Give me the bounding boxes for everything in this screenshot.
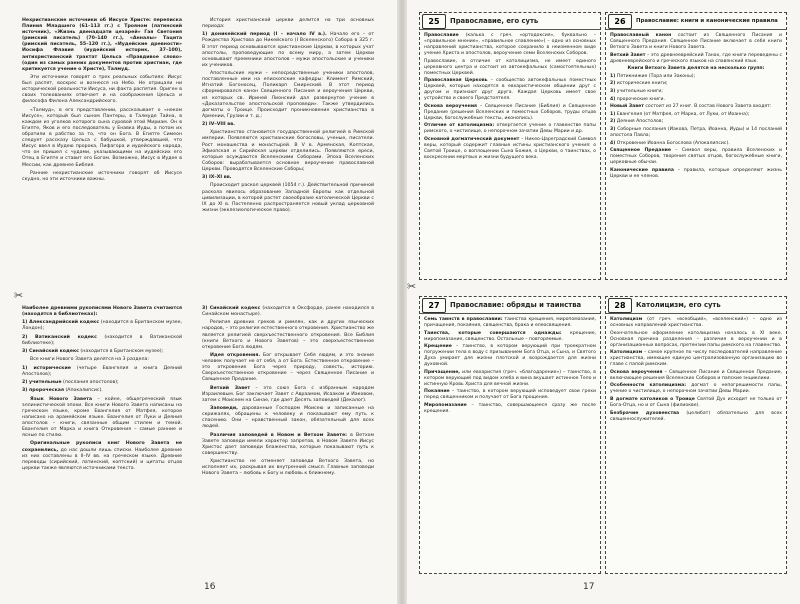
- card-number: 26: [608, 14, 632, 29]
- paragraph: Священное Предание – Символ веры, правила Вселенских и поместных Соборов, творения святых отцов, богослужебные книги, церковные обычаи.: [610, 148, 782, 166]
- paragraph: 3) учительные книги;: [610, 88, 663, 94]
- paragraph: Католицизм – самое крупное по числу последователей направление христианства, имеющее единую централизованную организацию во главе с папой римским.: [610, 350, 782, 368]
- paragraph: Наиболее древними рукописями Нового Завета считаются (находятся в библиотеках):: [22, 306, 182, 318]
- paragraph: Ветхий Завет – это союз Бога с избранным народом Израилевым. Бог заключает Завет с Авраамом, Исааком и Иаковом, затем с Моисеем на Синае, где дает Десять заповедей (Декалог).: [202, 385, 374, 403]
- paragraph: Таинства, которые совершаются однажды: крещение, миропомазание, священство. Остальные – повторяемые.: [424, 330, 596, 342]
- left-col1-top: [22, 18, 182, 263]
- paragraph: Католицизм (от греч. «всеобщий», «вселенский») – одно из основных направлений христианства.: [610, 317, 782, 328]
- paragraph: 3) IX–XI вв.: [202, 175, 232, 181]
- paragraph: Особенности католицизма: догмат о непогрешимости папы, учение о чистилище, о непорочном зачатии Девы Марии.: [610, 383, 782, 395]
- paragraph: 2) исторические книги;: [610, 81, 668, 87]
- paragraph: 1) Александрийский кодекс (находится в Британском музее, Лондон);: [22, 320, 183, 332]
- paragraph: Покаяние – таинство, в котором верующий исповедует свои грехи перед священником и получает от Бога прощение.: [424, 389, 596, 401]
- paragraph: 2) Ватиканский кодекс (находится в Ватиканской библиотеке);: [22, 334, 182, 346]
- flashcard: [419, 12, 601, 280]
- paragraph: 3) пророческая (Апокалипсис).: [22, 388, 103, 394]
- paragraph: История христианской церкви делится на три основных периода:: [202, 18, 374, 30]
- paragraph: Различия заповедей в Новом и Ветхом Завете: в Ветхом Завете заповеди имели характер запретов, в Новом Завете Иисус Христос дает заповеди блаженства, которые показывают путь к совершенству.: [202, 432, 374, 456]
- paragraph: 3) Синайский кодекс (находится в Оксфорде, ранее находился в Синайском монастыре).: [202, 306, 375, 318]
- paragraph: 2) Деяния Апостолов;: [610, 119, 664, 125]
- paragraph: В догмате католиков о Троице Святой Дух исходит не только от Бога-Отца, но и от Сына (филиокве).: [610, 396, 782, 408]
- flashcard-grid: [407, 12, 785, 572]
- flashcard: [605, 296, 787, 574]
- paragraph: 1) Пятикнижие (Тора или Законы);: [610, 73, 696, 79]
- card-header: [606, 297, 786, 314]
- paragraph: Православие, в отличие от католицизма, не имеет единого церковного центра и состоит из автокефальных (самостоятельных) поместных Церквей.: [424, 58, 596, 76]
- left-col2-bottom: [202, 306, 374, 576]
- left-col1-bottom: [22, 306, 182, 576]
- card-title: Православие, его суть: [450, 17, 539, 25]
- paragraph: Причащение, или евхаристия (греч. «благодарение») – таинство, в котором верующий под видом хлеба и вина вкушает истинное Тело и истинную Кровь Христа для вечной жизни.: [424, 369, 596, 387]
- scissors-icon: ✂: [14, 289, 24, 302]
- card-body: [606, 314, 786, 427]
- card-body: [420, 30, 600, 166]
- paragraph: Книги Ветхого Завета делятся на несколько групп:: [627, 66, 765, 72]
- paragraph: Религия древних греков и римлян, как и других языческих народов, – это религия естественного откровения. Христианство же является религией сверхъестественного откровения. Все Библия (книги Ветхого и Нового Заветов) – это сверхъестественное откровение Бога людям.: [202, 320, 374, 350]
- page-number: 16: [204, 582, 216, 592]
- paragraph: Оригинальные рукописи книг Нового Завета не сохранились, до нас дошли лишь списки. Наиболее древние из них составлены в II–IV вв. на греческом языке. Древние переводы (сирийский, латинский, коптский) и цитаты отцов церкви также являются источниками текста.: [22, 441, 182, 471]
- paragraph: Окончательное оформление католицизма началось в XI веке. Основная причина разделения – различия в вероучении и в организационных вопросах, претензии папы римского на главенство.: [610, 330, 782, 348]
- paragraph: Происходит раскол церквей (1054 г.). Действительной причиной раскола явилось образование Западной Европы как отдельной цивилизации, в которой растет своеобразие католической Церкви с IX до XI в. Постепенно распространяется новый уклад церковной жизни (экклезиологическое право).: [202, 183, 374, 213]
- paragraph: Основа вероучения – Священное Писание и Священное Предание, включающее решения Вселенских Соборов и папские энциклики.: [610, 369, 782, 381]
- paragraph: Новый Завет состоит из 27 книг. В состав Нового Завета входят:: [610, 104, 772, 110]
- flashcard: [605, 12, 787, 280]
- paragraph: 2) IV–VIII вв.: [202, 122, 235, 128]
- paragraph: 1) Евангелия (от Матфея, от Марка, от Луки, от Иоанна);: [610, 111, 750, 117]
- left-page: [10, 6, 390, 598]
- paragraph: 3) Синайский кодекс (находится в Британском музее);: [22, 349, 164, 355]
- card-number: 28: [608, 298, 632, 313]
- paragraph: Эти источники говорят о трех реальных событиях: Иисус был распят, воскрес и вознесся на Небо. Не отрицали ни исторической реальности Иисуса, ни факта распятия. Ориген в своих толкованиях отвечает и на соображения Цельса и философа Филона Александрийского.: [22, 75, 182, 105]
- paragraph: Православие (калька с греч. «ортодоксия», буквально – «правильное мнение», «правильное славление») – одно из основных направлений христианства, которое сохранило в неизменном виде учение Христа и апостолов, вероучение семи Вселенских Соборов.: [424, 33, 596, 56]
- page-number: 17: [583, 582, 595, 592]
- paragraph: Православный канон состоит из Священного Писания и Священного Предания. Священное Писание включает в себя книги Ветхого Завета и книги Нового Завета.: [610, 33, 782, 50]
- paragraph: Крещение – таинство, в котором верующий при троекратном погружении тела в воду с призыванием Бога Отца, и Сына, и Святого Духа умирает для жизни плотской и возрождается для жизни духовной.: [424, 344, 596, 368]
- card-header: [420, 297, 600, 314]
- paragraph: Язык Нового Завета – койне, общегреческий язык эллинистической эпохи. Все книги Нового Завета написаны на греческом языке, кроме Евангелия от Матфея, которое написано на арамейском языке. Евангелия от Луки и Деяния апостолов – книги, связанные общим стилем и темой. Евангелия от Марка и книга Откровения – самые ранние и ясные по стилю.: [22, 396, 182, 439]
- paragraph: Заповеди, дарованные Господом Моисею и записанные на скрижалях, обращены к человеку и показывают ему путь к спасению. Они – нравственный закон, обязательный для всех людей.: [202, 406, 374, 430]
- card-header: [420, 13, 600, 30]
- card-title: Православие: обряды и таинства: [450, 301, 582, 309]
- paragraph: Основа вероучения – Священное Писание (Библия) и Священное Предание (решения Вселенских и поместных Соборов, труды отцов Церкви, богослужебные тексты, иконопись).: [424, 103, 596, 121]
- paragraph: «Талмуд», в его представлении, рассказывает о «неком Иисусе», который был сыном Пантеры, в Талмуде Тайна, в каждом из уголков которого сына суровой этой Мириам. Он в Египте, Яков и его последователь у Енавка Иуды, а потом их обратили в рабство за то, что он Бога. В Египте Симеон следует рассказу Цельса с бабушкой, утверждавшей, что Иисус ввел в Иудею пророка, Пифагора и иудейского народа, что он пришел с чудами, указывающими на иудейских его Отец в Египте и ставит его Богом. Возможно, Иисус в Иудее в Мессии, как древнее Библия.: [22, 107, 182, 168]
- paragraph: 4) Откровение Иоанна Богослова (Апокалипсис).: [610, 140, 730, 146]
- card-number: 27: [422, 298, 446, 313]
- paragraph: Канонические правила – правила, которые определяют жизнь Церкви и ее членов.: [610, 167, 782, 179]
- paragraph: 2) учительные (послания апостолов);: [22, 380, 119, 386]
- paragraph: Ветхий Завет – это древнееврейский Танах, где книги переведены с древнееврейского и греческого языков на славянский язык.: [610, 52, 783, 64]
- paragraph: Основной догматический документ – Никео-Цареградский Символ веры, который содержит главные истины христианского учения: о Святой Троице, о воплощении Сына Божия, о Церкви, о таинствах, о воскресении мертвых и жизни будущего века.: [424, 136, 597, 160]
- paragraph: Семь таинств в православии: таинства крещения, миропомазания, причащения, покаяния, священства, брака и елеосвящения.: [424, 317, 596, 328]
- card-title: Православие: книги и канонические правила: [636, 18, 778, 24]
- card-body: [420, 314, 600, 420]
- paragraph: Апостольские мужи – непосредственные ученики апостолов, поставленные ими на епископские кафедры: Климент Римский, Игнатий Богоносец, Поликарп Смирнский. В этот период сформировался канон Священного Писания и вероучения Церкви, из которых св. Ириней Лионский дал развернутое учение в «Доказательстве апостольской проповеди». Также утвердились догматы о Троице. Происходит проникновение христианства в Армении, Грузии и т. д.;: [202, 71, 374, 119]
- paragraph: Отличие от католицизма: отвергается учение о главенстве папы римского, о чистилище, о непорочном зачатии Девы Марии и др.: [424, 123, 597, 135]
- paragraph: 1) доникейский период (I – начало IV в.). Начало его – от Рождества Христова до Никейского (I Вселенского) Собора в 325 г. В этот период основываются христианские Церкви, в которых учат апостолы, проповедующие по всему миру, а затем Церкви основывают преемники апостолов – мужи апостольские и ученики их учеников.: [202, 32, 374, 68]
- card-title: Католицизм, его суть: [636, 301, 721, 309]
- left-col2-top: [202, 18, 374, 288]
- paragraph: Христианство не отменяет заповеди Ветхого Завета, но исполняет их, раскрывая их внутренний смысл. Главные заповеди Нового Завета – любовь к Богу и любовь к ближнему.: [202, 459, 374, 477]
- paragraph: Идея откровения. Бог открывает Себя людям, и это знание человек получает не от себя, а от Бога. Естественное откровение – это откровение Бога через природу, совесть, историю. Сверхъестественное откровение – через Священное Писание и Священное Предание.: [202, 353, 375, 383]
- paragraph: Безбрачие духовенства (целибат) обязательно для всех священнослужителей.: [610, 410, 782, 422]
- flashcard: [419, 296, 601, 574]
- card-header: [606, 13, 786, 30]
- paragraph: Все книги Нового Завета делятся на 3 раздела:: [30, 357, 149, 363]
- card-number: 25: [422, 14, 446, 29]
- card-body: [606, 30, 786, 184]
- paragraph: 1) исторические (четыре Евангелия и книга Деяний Апостолов);: [22, 365, 182, 377]
- paragraph: 4) пророческие книги.: [610, 96, 665, 102]
- paragraph: Миропомазание – таинство, совершающееся сразу же после крещения.: [424, 402, 596, 414]
- right-page: [407, 6, 791, 598]
- paragraph: 3) Соборные послания (Иакова, Петра, Иоанна, Иуды) и 14 посланий апостола Павла;: [610, 126, 782, 138]
- paragraph: Православная Церковь – сообщество автокефальных поместных Церквей, которые находятся в евхаристическом общении друг с другом и признают друг друга. Каждая Церковь имеет свое устройство и своего Предстоятеля.: [424, 78, 596, 102]
- book-gutter: [397, 0, 407, 604]
- paragraph: Нехристианские источники об Иисусе Христе: переписка Плиния Младшего (61–113 гг.) с Трояном (латинский источник), «Жизнь двенадцати цезарей» Гая Светония (римский писатель) (70–140 гг.), «Анналы» Тацита (римский писатель, 55–120 гг.), «Иудейские древности» Иосифа Флавия (иудейский историк, 37–100), антихристианский трактат Цельса «Правдивое слово» (один из самых ранних документов против христиан, где критикуется учение о Христе), Талмуд.: [22, 18, 182, 72]
- paragraph: Ранние нехристианские источники говорят об Иисусе скудно, но эти источники важны.: [22, 170, 182, 182]
- paragraph: Христианство становится государственной религией в Римской империи. Появляются христианские богословы, ученые, писатели. Рост монашества и монастырей. В V в. Армянская, Коптская, Эфиопская и Сирийская церкви отделились. Появляются ереси, которые осуждаются Вселенскими Соборами. Эпоха Вселенских Соборов: вырабатывается основное вероучение православной Церкви. Проводятся Вселенские Соборы;: [202, 130, 374, 172]
- scissors-icon: ✂: [407, 280, 417, 293]
